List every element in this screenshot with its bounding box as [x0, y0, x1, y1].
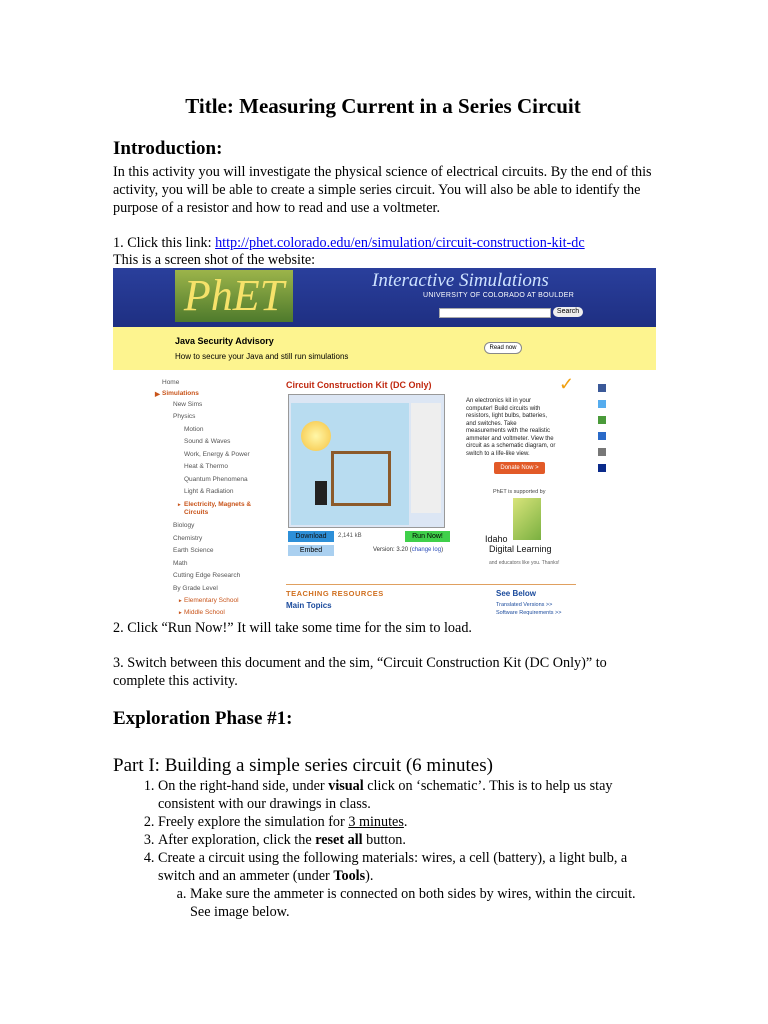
- list-text: click on ‘schematic’. This is to help us stay consistent with our drawings in class.: [158, 778, 613, 812]
- list-text: .: [403, 814, 408, 830]
- screenshot-search-button: Search: [553, 307, 583, 317]
- facebook-icon: [598, 384, 606, 392]
- change-log-link: change log: [411, 547, 442, 553]
- version-info: [373, 547, 443, 553]
- software-requirements: Software Requirements >>: [496, 610, 562, 616]
- advisory-subtitle: How to secure your Java and still run simulations: [175, 352, 349, 361]
- stumbleupon-icon: [598, 416, 606, 424]
- nav-cutting: Cutting Edge Research: [173, 572, 241, 579]
- sim-canvas: [291, 403, 409, 525]
- nav-new-sims: New Sims: [173, 401, 203, 408]
- nav-elementary-arrow: ▸: [179, 598, 182, 604]
- nav-elementary: Elementary School: [184, 597, 239, 604]
- nav-circuits: Circuits: [184, 509, 209, 516]
- run-now-button: Run Now!: [405, 531, 450, 542]
- sim-preview-image: [288, 394, 445, 528]
- donate-button: Donate Now >: [494, 462, 545, 474]
- list-text: After exploration, click the: [158, 832, 316, 848]
- nav-earth: Earth Science: [173, 547, 214, 554]
- nav-electricity: Electricity, Magnets &: [184, 501, 252, 508]
- nav-light: Light & Radiation: [184, 488, 234, 495]
- email-icon: [598, 448, 606, 456]
- phet-logo: PhET: [175, 270, 293, 322]
- supported-by: PhET is supported by: [493, 489, 546, 495]
- translated-versions: Translated Versions >>: [496, 602, 553, 608]
- wire-bottom: [331, 503, 391, 506]
- ammeter-device: [315, 481, 327, 505]
- sub-list: [158, 885, 648, 921]
- list-item: [158, 849, 648, 921]
- checkmark-icon: ✓: [559, 374, 575, 394]
- sponsor-line-2: Digital Learning: [489, 544, 552, 554]
- list-text: Create a circuit using the following materials: wires, a cell (battery), a light bulb, a switch and an ammeter (under: [158, 850, 628, 884]
- nav-middle: Middle School: [184, 609, 225, 616]
- nav-biology: Biology: [173, 522, 195, 529]
- sponsor-note: and educators like you. Thanks!: [489, 560, 560, 566]
- list-item: [158, 813, 648, 831]
- light-bulb-glow: [301, 421, 331, 451]
- nav-simulations: Simulations: [162, 390, 199, 397]
- banner-title: Interactive Simulations: [372, 270, 549, 291]
- nav-electricity-arrow: ▸: [178, 502, 181, 508]
- nav-sound: Sound & Waves: [184, 438, 231, 445]
- introduction-paragraph: In this activity you will investigate the physical science of electrical circuits. By the end of this activity, you will be able to create a simple series circuit. You will also be able to identify the purpose of a resistor and how to read and use a voltmeter.: [113, 164, 652, 216]
- list-item: [158, 777, 648, 813]
- embed-button: Embed: [288, 545, 334, 556]
- teaching-resources: TEACHING RESOURCES: [286, 589, 384, 598]
- screenshot-caption: This is a screen shot of the website:: [113, 252, 316, 268]
- introduction-heading: Introduction:: [113, 138, 223, 159]
- list-bold: Tools: [333, 868, 366, 884]
- nav-motion: Motion: [184, 426, 204, 433]
- exploration-heading: Exploration Phase #1:: [113, 708, 293, 729]
- sim-description: An electronics kit in your computer! Build circuits with resistors, light bulbs, batteries, and switches. Take measurements with the realistic ammeter and voltmeter. View the circuit as a schematic diagram, or switch to a life-like view.: [466, 398, 556, 457]
- step-1-prefix: 1. Click this link:: [113, 235, 216, 251]
- see-below: See Below: [496, 589, 537, 598]
- nav-heat: Heat & Thermo: [184, 463, 228, 470]
- download-button: Download: [288, 531, 334, 542]
- sim-title: Circuit Construction Kit (DC Only): [286, 380, 432, 390]
- website-screenshot: [113, 268, 656, 618]
- step-1-line: [113, 234, 653, 252]
- sub-list-item: a. Make sure the ammeter is connected on both sides by wires, within the circuit. See image below.: [190, 885, 648, 921]
- phet-simulation-link[interactable]: http://phet.colorado.edu/en/simulation/circuit-construction-kit-dc: [215, 235, 585, 251]
- list-item: [158, 831, 648, 849]
- advisory-title: Java Security Advisory: [175, 336, 274, 346]
- document-title: Title: Measuring Current in a Series Circuit: [185, 94, 581, 118]
- download-size: 2,141 kB: [338, 533, 362, 539]
- idaho-logo: [513, 498, 541, 540]
- read-now-button: Read now: [484, 342, 522, 354]
- digg-icon: [598, 432, 606, 440]
- step-3: 3. Switch between this document and the sim, “Circuit Construction Kit (DC Only)” to complete this activity.: [113, 655, 607, 689]
- nav-math: Math: [173, 560, 188, 567]
- list-text: On the right-hand side, under: [158, 778, 329, 794]
- part-1-heading: Part I: Building a simple series circuit (6 minutes): [113, 755, 493, 776]
- twitter-icon: [598, 400, 606, 408]
- list-bold: reset all: [315, 832, 363, 848]
- nav-middle-arrow: ▸: [179, 610, 182, 616]
- nav-work: Work, Energy & Power: [184, 451, 250, 458]
- step-2: 2. Click “Run Now!” It will take some time for the sim to load.: [113, 620, 472, 636]
- nav-home: Home: [162, 379, 180, 386]
- nav-physics: Physics: [173, 413, 196, 420]
- sponsor-line-1: Idaho: [485, 534, 508, 544]
- version-prefix: Version: 3.20 (: [373, 547, 412, 553]
- list-text: button.: [362, 832, 406, 848]
- phet-banner: [113, 268, 656, 327]
- screenshot-search-input: [439, 308, 551, 318]
- nav-simulations-arrow: ▶: [155, 391, 160, 398]
- wire-right: [388, 451, 391, 506]
- main-topics: Main Topics: [286, 601, 332, 610]
- sim-control-panel: [411, 403, 441, 513]
- list-text: ).: [365, 868, 374, 884]
- version-suffix: ): [441, 547, 444, 553]
- list-underline: 3 minutes: [348, 814, 404, 830]
- university-name: UNIVERSITY OF COLORADO AT BOULDER: [423, 292, 575, 299]
- nav-chemistry: Chemistry: [173, 535, 203, 542]
- section-divider: [286, 584, 576, 585]
- java-advisory-bar: [113, 327, 656, 370]
- list-bold: visual: [328, 778, 364, 794]
- nav-quantum: Quantum Phenomena: [184, 476, 248, 483]
- delicious-icon: [598, 464, 606, 472]
- instruction-list: [113, 777, 648, 921]
- list-text: Freely explore the simulation for: [158, 814, 349, 830]
- nav-grade: By Grade Level: [173, 585, 218, 592]
- wire-top: [331, 451, 391, 454]
- wire-left: [331, 451, 334, 506]
